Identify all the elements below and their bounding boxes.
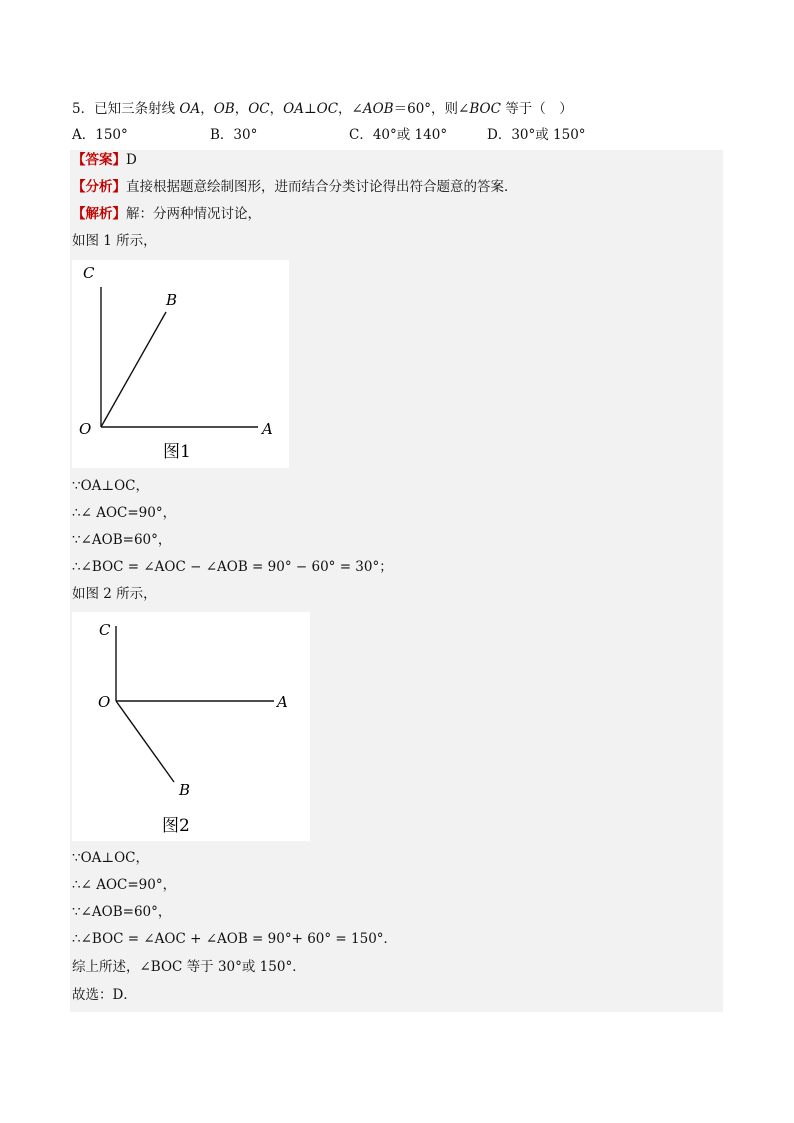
figure-1-caption: 图1 <box>163 442 191 462</box>
case1-line-3: ∵∠AOB=60°， <box>72 532 172 548</box>
figure-1 <box>72 260 289 468</box>
choice-line: 故选：D． <box>72 987 137 1003</box>
label-a: A <box>262 420 273 438</box>
label-o: O <box>79 420 92 438</box>
case1-line-4: ∴∠BOC = ∠AOC − ∠AOB = 90° − 60° = 30°； <box>72 559 393 575</box>
options <box>72 122 722 148</box>
answer-line: 【答案】D <box>72 152 137 168</box>
case2-line-4: ∴∠BOC = ∠AOC + ∠AOB = 90°+ 60° = 150°． <box>72 931 398 947</box>
label-b: B <box>166 291 178 309</box>
case1-label: 如图 1 所示， <box>72 233 157 249</box>
label-a: A <box>277 693 288 711</box>
case2-label: 如图 2 所示， <box>72 586 157 602</box>
case2-line-1: ∵OA⊥OC， <box>72 850 149 866</box>
figure-2 <box>72 612 310 841</box>
ray-ob <box>116 701 174 782</box>
case1-line-2: ∴∠ AOC=90°， <box>72 505 177 521</box>
option-d: D．30°或 150° <box>487 127 586 143</box>
option-a: A．150° <box>72 127 128 143</box>
case2-line-3: ∵∠AOB=60°， <box>72 904 172 920</box>
question-number: 5． <box>72 101 95 117</box>
ray-ob <box>101 312 166 427</box>
option-c: C．40°或 140° <box>349 127 448 143</box>
analysis-line: 【分析】直接根据题意绘制图形，进而结合分类讨论得出符合题意的答案． <box>72 179 518 195</box>
summary-line: 综上所述，∠BOC 等于 30°或 150°． <box>72 959 306 975</box>
case2-line-2: ∴∠ AOC=90°， <box>72 877 177 893</box>
question <box>72 96 722 148</box>
case1-line-1: ∵OA⊥OC， <box>72 478 149 494</box>
question-stem: 5．已知三条射线 OA，OB，OC，OA⊥OC，∠AOB＝60°，则∠BOC 等于（ ） <box>72 101 573 117</box>
label-b: B <box>179 781 191 799</box>
label-c: C <box>83 264 95 282</box>
figure-2-caption: 图2 <box>162 816 190 836</box>
label-o: O <box>98 693 111 711</box>
option-b: B．30° <box>210 127 258 143</box>
solution-intro: 【解析】解：分两种情况讨论， <box>72 206 261 222</box>
label-c: C <box>99 621 111 639</box>
